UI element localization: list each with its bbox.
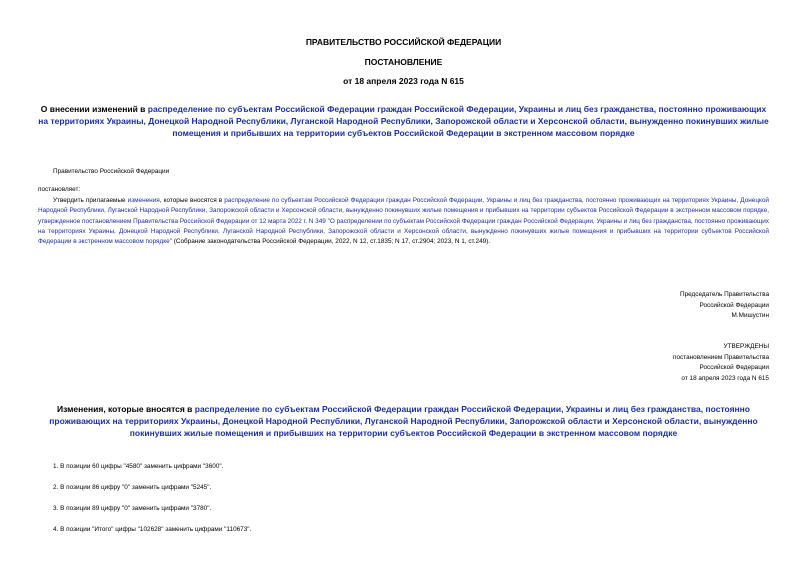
list-item: 3. В позиции 89 цифру "0" заменить цифрами "3780". [53, 505, 212, 512]
signature-block [680, 290, 769, 322]
approved-line-1: УТВЕРЖДЕНЫ [723, 343, 769, 350]
list-item: 2. В позиции 86 цифру "0" заменить цифрами "5245". [53, 484, 212, 491]
signature-title: Председатель Правительства [680, 291, 769, 298]
p1-start: Утвердить прилагаемые [53, 197, 128, 204]
doc-type-heading: ПОСТАНОВЛЕНИЕ [364, 57, 443, 67]
changes-link[interactable]: изменения [127, 197, 160, 204]
approved-line-2: постановлением Правительства [673, 353, 769, 361]
changes-title-prefix: Изменения, которые вносятся в [57, 404, 195, 414]
government-heading: ПРАВИТЕЛЬСТВО РОССИЙСКОЙ ФЕДЕРАЦИИ [305, 37, 502, 47]
changes-title [38, 403, 769, 439]
decree-paragraph [38, 196, 769, 247]
approved-line-3: Российской Федерации [699, 364, 769, 371]
document-title [38, 103, 769, 139]
signature-name: М.Мишустин [731, 312, 769, 319]
list-item: 1. В позиции 60 цифры "4580" заменить цифрами "3600". [53, 463, 224, 470]
signature-subtitle: Российской Федерации [699, 301, 769, 309]
title-link[interactable]: распределение по субъектам Российской Федерации граждан Российской Федерации, Украины и лиц без гражданства, постоянно проживающих на территориях Украины, Донецкой Народной Республики, Луганской Народной Республики, Запорожской области и Херсонской области, вынужденно покинувших жилые помещения и прибывших на территории субъектов Российской Федерации в экстренном массовом порядке [38, 104, 769, 138]
approved-block [673, 342, 769, 384]
list-item: 4. В позиции "Итого" цифры "102628" заменить цифрами "110673". [53, 526, 252, 533]
distribution-link[interactable]: распределение по субъектам Российской Федерации граждан Российской Федерации, Украины и лиц без гражданства, постоянно проживающих на территориях Украины, Донецкой Народной Республики, Луганской Народной Республики, Запорожской области и Херсонской области, вынужденно покинувших жилые помещения и прибывших на территории субъектов Российской Федерации в экстренном массовом порядке, утвержденное постановлением Правительства Российской Федерации от 12 марта 2022 г. N 349 "О распределении по субъектам Российской Федерации граждан Российской Федерации, Украины и лиц без гражданства, постоянно проживающих на территориях Украины, Донецкой Народной Республики, Луганской Народной Республики, Запорожской области и Херсонской области, вынужденно покинувших жилые помещения и прибывших на территории субъектов Российской Федерации в экстренном массовом порядке" [38, 197, 769, 246]
approved-line-4: от 18 апреля 2023 года N 615 [681, 374, 769, 382]
government-line: Правительство Российской Федерации [53, 168, 170, 175]
p1-end: (Собрание законодательства Российской Федерации, 2022, N 12, ст.1835; N 17, ст.2904; 2023, N 1, ст.249). [171, 238, 491, 246]
p1-mid: , которые вносятся в [159, 197, 225, 204]
title-prefix: О внесении изменений в [40, 104, 148, 114]
decrees-line: постановляет: [38, 186, 81, 193]
doc-date-number: от 18 апреля 2023 года N 615 [343, 76, 464, 86]
changes-title-link[interactable]: распределение по субъектам Российской Федерации граждан Российской Федерации, Украины и лиц без гражданства, постоянно проживающих на территориях Украины, Донецкой Народной Республики, Луганской Народной Республики, Запорожской области и Херсонской области, вынужденно покинувших жилые помещения и прибывших на территории субъектов Российской Федерации в экстренном массовом порядке [49, 404, 758, 438]
